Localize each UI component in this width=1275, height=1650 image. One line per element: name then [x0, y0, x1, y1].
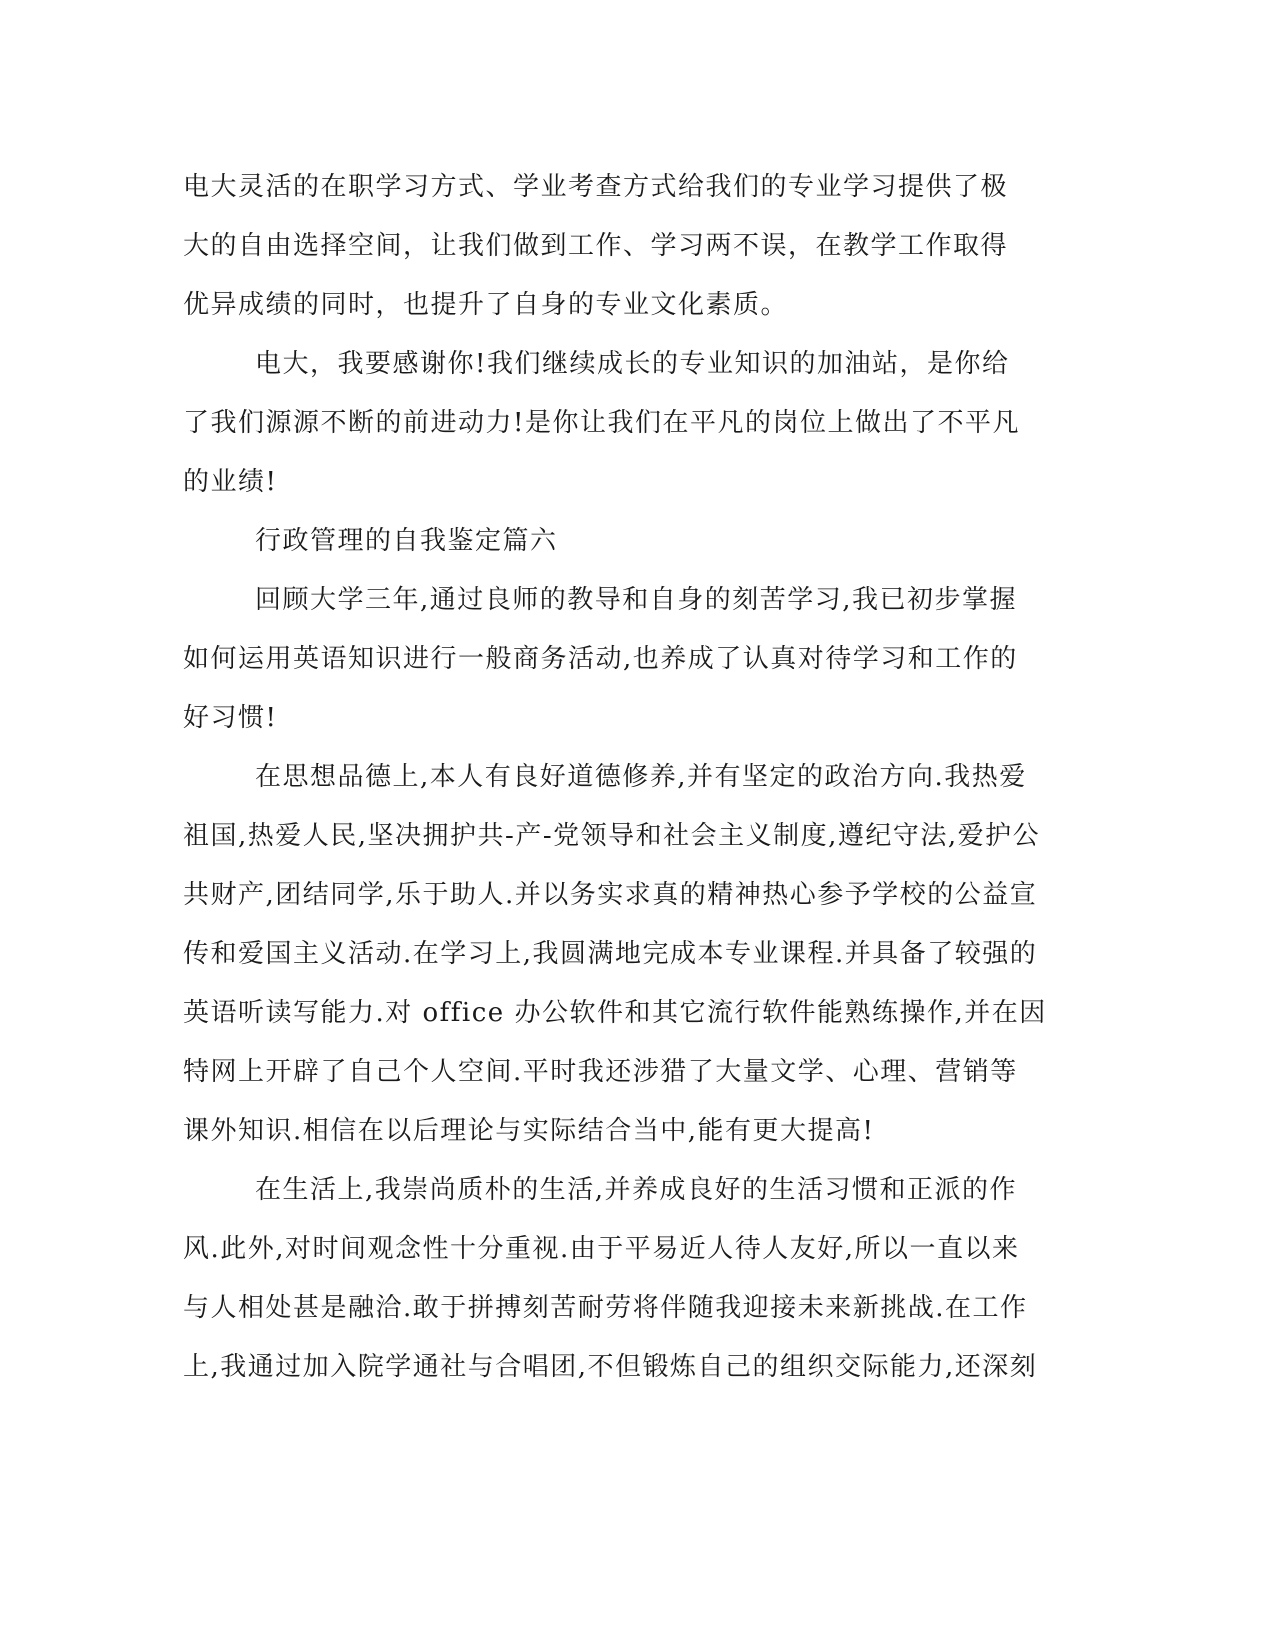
text-line: 传和爱国主义活动.在学习上,我圆满地完成本专业课程.并具备了较强的: [183, 939, 1038, 969]
paragraph-start-line: 在思想品德上,本人有良好道德修养,并有坚定的政治方向.我热爱: [255, 762, 1027, 792]
text-line: 大的自由选择空间，让我们做到工作、学习两不误，在教学工作取得: [183, 231, 1009, 261]
text-line: 英语听读写能力.对 office 办公软件和其它流行软件能熟练操作,并在因: [183, 998, 1047, 1028]
text-line: 风.此外,对时间观念性十分重视.由于平易近人待人友好,所以一直以来: [183, 1234, 1020, 1264]
text-line: 课外知识.相信在以后理论与实际结合当中,能有更大提高!: [183, 1116, 875, 1146]
paragraph-start-line: 电大，我要感谢你!我们继续成长的专业知识的加油站，是你给: [255, 349, 1010, 379]
text-line: 共财产,团结同学,乐于助人.并以务实求真的精神热心参予学校的公益宣: [183, 880, 1038, 910]
document-body: [183, 158, 1053, 1397]
text-line: 祖国,热爱人民,坚决拥护共-产-党领导和社会主义制度,遵纪守法,爱护公: [183, 821, 1041, 851]
paragraph-start-line: 在生活上,我崇尚质朴的生活,并养成良好的生活习惯和正派的作: [255, 1175, 1018, 1205]
text-line: 电大灵活的在职学习方式、学业考查方式给我们的专业学习提供了极: [183, 172, 1009, 202]
text-line: 的业绩!: [183, 467, 278, 497]
text-line: 与人相处甚是融洽.敢于拼搏刻苦耐劳将伴随我迎接未来新挑战.在工作: [183, 1293, 1028, 1323]
text-line: 特网上开辟了自己个人空间.平时我还涉猎了大量文学、心理、营销等: [183, 1057, 1018, 1087]
text-line: 了我们源源不断的前进动力!是你让我们在平凡的岗位上做出了不平凡: [183, 408, 1020, 438]
text-line: 上,我通过加入院学通社与合唱团,不但锻炼自己的组织交际能力,还深刻: [183, 1352, 1038, 1382]
section-heading: 行政管理的自我鉴定篇六: [255, 526, 558, 556]
text-line: 好习惯!: [183, 703, 278, 733]
text-line: 如何运用英语知识进行一般商务活动,也养成了认真对待学习和工作的: [183, 644, 1018, 674]
text-line: 优异成绩的同时，也提升了自身的专业文化素质。: [183, 290, 789, 320]
paragraph-start-line: 回顾大学三年,通过良师的教导和自身的刻苦学习,我已初步掌握: [255, 585, 1018, 615]
